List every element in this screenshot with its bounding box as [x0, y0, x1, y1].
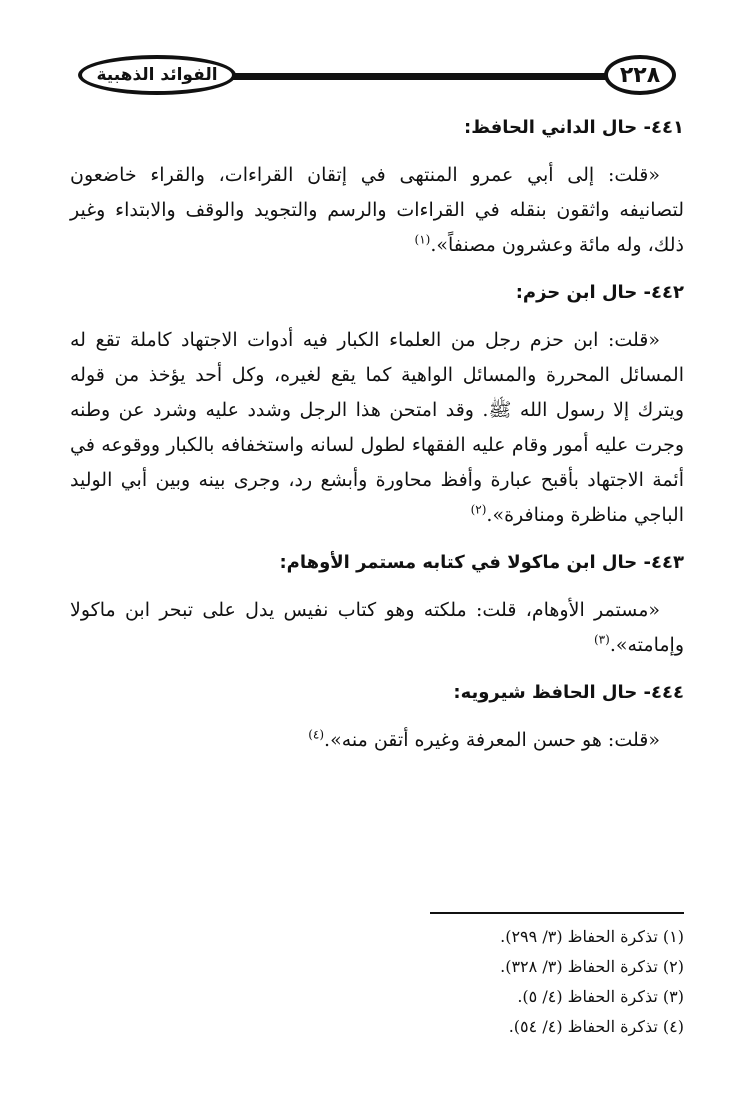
section-heading: ٤٤٢- حال ابن حزم: — [515, 282, 684, 303]
footnote-item: (١) تذكرة الحفاظ (٣/ ٢٩٩). — [500, 927, 684, 946]
section-heading: ٤٤١- حال الداني الحافظ: — [464, 117, 684, 138]
section-paragraph — [70, 593, 684, 663]
book-title: الفوائد الذهبية — [78, 55, 236, 95]
footnote-ref: (٤) — [308, 727, 325, 742]
paragraph-text: «مستمر الأوهام، قلت: ملكته وهو كتاب نفيس يدل على تبحر ابن ماكولا وإمامته». — [70, 599, 684, 656]
paragraph-text: «قلت: ابن حزم رجل من العلماء الكبار فيه أدوات الاجتهاد كاملة تقع له المسائل المحررة والمسائل الواهية كما يقع لغيره، وكل أحد يؤخذ من قوله ويترك إلا رسول الله ﷺ. وقد امتحن هذا الرجل وشدد عليه وشرد عن وطنه وجرت عليه أمور وقام عليه الفقهاء لطول لسانه واستخفافه بالكبار ووقوعه في أئمة الاجتهاد بأقبح عبارة وأفظ محاورة وأبشع رد، وجرى بينه وبين أبي الوليد الباجي مناظرة ومنافرة». — [70, 329, 684, 526]
section-paragraph — [70, 158, 684, 263]
section-443 — [70, 547, 684, 663]
section-441 — [70, 112, 684, 263]
page-header — [78, 52, 676, 104]
footnote-ref: (٣) — [593, 632, 610, 647]
footnote-item: (٢) تذكرة الحفاظ (٣/ ٣٢٨). — [500, 957, 684, 976]
header-rule — [218, 73, 616, 80]
page-content — [70, 112, 684, 772]
section-paragraph — [70, 723, 684, 758]
footnote-ref: (٢) — [470, 502, 487, 517]
page-number: ٢٢٨ — [604, 55, 676, 95]
section-444 — [70, 677, 684, 758]
footnote-ref: (١) — [414, 232, 431, 247]
footnotes — [300, 922, 684, 1042]
section-442 — [70, 277, 684, 533]
footnote-item: (٣) تذكرة الحفاظ (٤/ ٥). — [517, 987, 684, 1006]
section-heading: ٤٤٣- حال ابن ماكولا في كتابه مستمر الأوهام: — [279, 552, 684, 573]
footnote-item: (٤) تذكرة الحفاظ (٤/ ٥٤). — [508, 1017, 684, 1036]
section-paragraph — [70, 323, 684, 533]
paragraph-text: «قلت: هو حسن المعرفة وغيره أتقن منه». — [324, 729, 660, 751]
footnote-divider — [430, 912, 684, 914]
paragraph-text: «قلت: إلى أبي عمرو المنتهى في إتقان القراءات، والقراء خاضعون لتصانيفه واثقون بنقله في القراءات والرسم والتجويد والوقف والابتداء وغير ذلك، وله مائة وعشرون مصنفاً». — [70, 164, 684, 256]
section-heading: ٤٤٤- حال الحافظ شيرويه: — [453, 682, 684, 703]
